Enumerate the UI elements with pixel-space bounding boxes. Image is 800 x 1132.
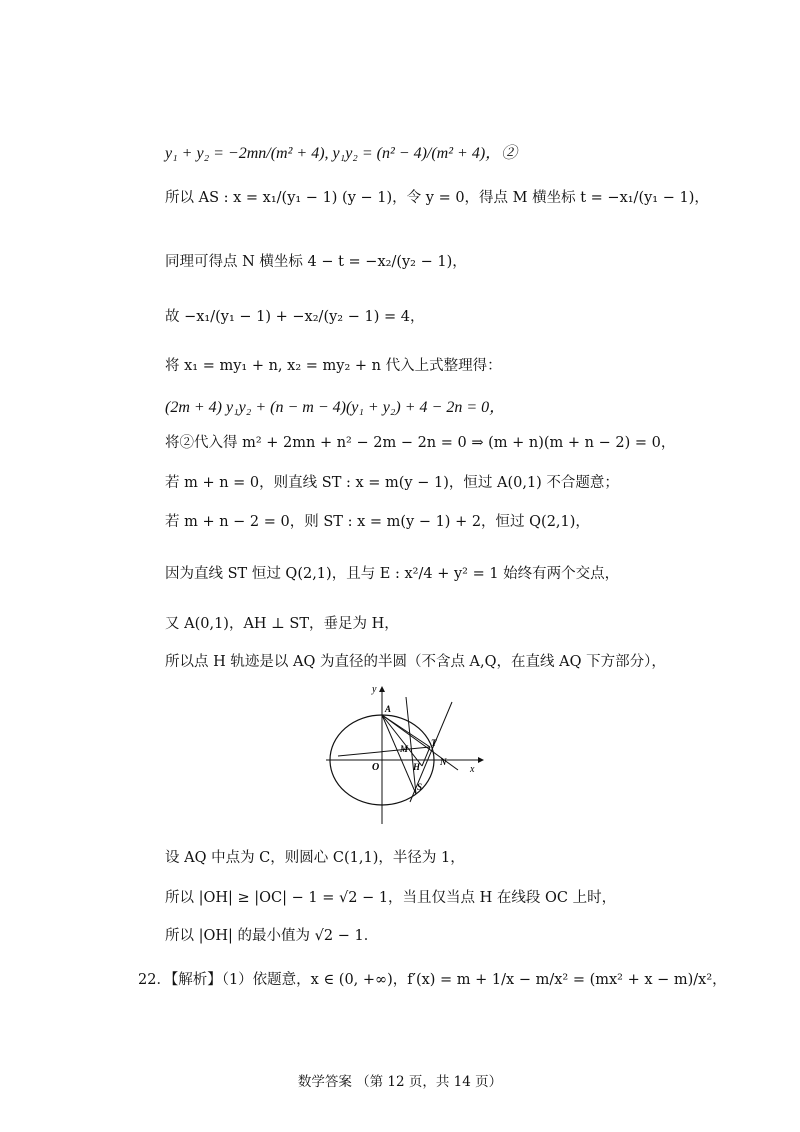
label-y: y (372, 684, 377, 695)
ellipse-diagram (318, 682, 488, 832)
label-O: O (372, 762, 380, 773)
equation-vieta: y₁ + y₂ = −2mn/(m² + 4), y₁y₂ = (n² − 4)/(m² + 4)，② (165, 145, 518, 162)
text-line-N: 同理可得点 N 横坐标 4 − t = −x₂/(y₂ − 1)， (165, 254, 467, 270)
label-M: M (400, 744, 409, 754)
line-AH (382, 715, 422, 766)
label-A: A (385, 704, 392, 714)
page-footer: 数学答案 （第 12 页，共 14 页） (297, 1074, 503, 1090)
text-line-locus: 所以点 H 轨迹是以 AQ 为直径的半圆（不含点 A,Q，在直线 AQ 下方部分）， (165, 654, 666, 670)
text-line-case2: 若 m + n − 2 = 0，则 ST : x = m(y − 1) + 2，恒过 Q(2,1)， (165, 514, 590, 530)
text-line-foot: 又 A(0,1)，AH ⊥ ST，垂足为 H， (165, 616, 399, 632)
text-line-AS: 所以 AS : x = x₁/(y₁ − 1) (y − 1)，令 y = 0，得点 M 横坐标 t = −x₁/(y₁ − 1)， (165, 190, 709, 206)
text-line-substitute: 将 x₁ = my₁ + n, x₂ = my₂ + n 代入上式整理得： (165, 358, 502, 374)
label-T: T (431, 738, 437, 748)
text-line-case1: 若 m + n = 0，则直线 ST : x = m(y − 1)，恒过 A(0,1) 不合题意； (165, 475, 619, 491)
y-axis-arrow (379, 686, 385, 692)
x-axis-arrow (478, 757, 484, 763)
text-line-center: 设 AQ 中点为 C，则圆心 C(1,1)，半径为 1， (165, 850, 465, 866)
label-x: x (470, 764, 475, 775)
equation-expanded: (2m + 4) y₁y₂ + (n − m − 4)(y₁ + y₂) + 4 − 2n = 0， (165, 399, 506, 416)
geometry-figure (318, 682, 488, 836)
label-N: N (440, 757, 447, 767)
text-line-factor: 将②代入得 m² + 2mn + n² − 2m − 2n = 0 ⇒ (m + n)(m + n − 2) = 0， (165, 435, 676, 451)
text-line-inequality: 所以 |OH| ≥ |OC| − 1 = √2 − 1，当且仅当点 H 在线段 OC 上时， (165, 890, 617, 906)
text-line-fixed-point: 因为直线 ST 恒过 Q(2,1)，且与 E : x²/4 + y² = 1 始终有两个交点， (165, 566, 620, 582)
line-OT (338, 747, 430, 756)
text-line-sum: 故 −x₁/(y₁ − 1) + −x₂/(y₂ − 1) = 4， (165, 309, 425, 325)
label-S: S (417, 782, 423, 792)
label-H: H (413, 762, 421, 772)
question-22-line: 22．【解析】（1）依题意，x ∈ (0, +∞)，f′(x) = m + 1/x − m/x² = (mx² + x − m)/x²， (138, 972, 727, 988)
text-line-minimum: 所以 |OH| 的最小值为 √2 − 1． (165, 928, 379, 944)
